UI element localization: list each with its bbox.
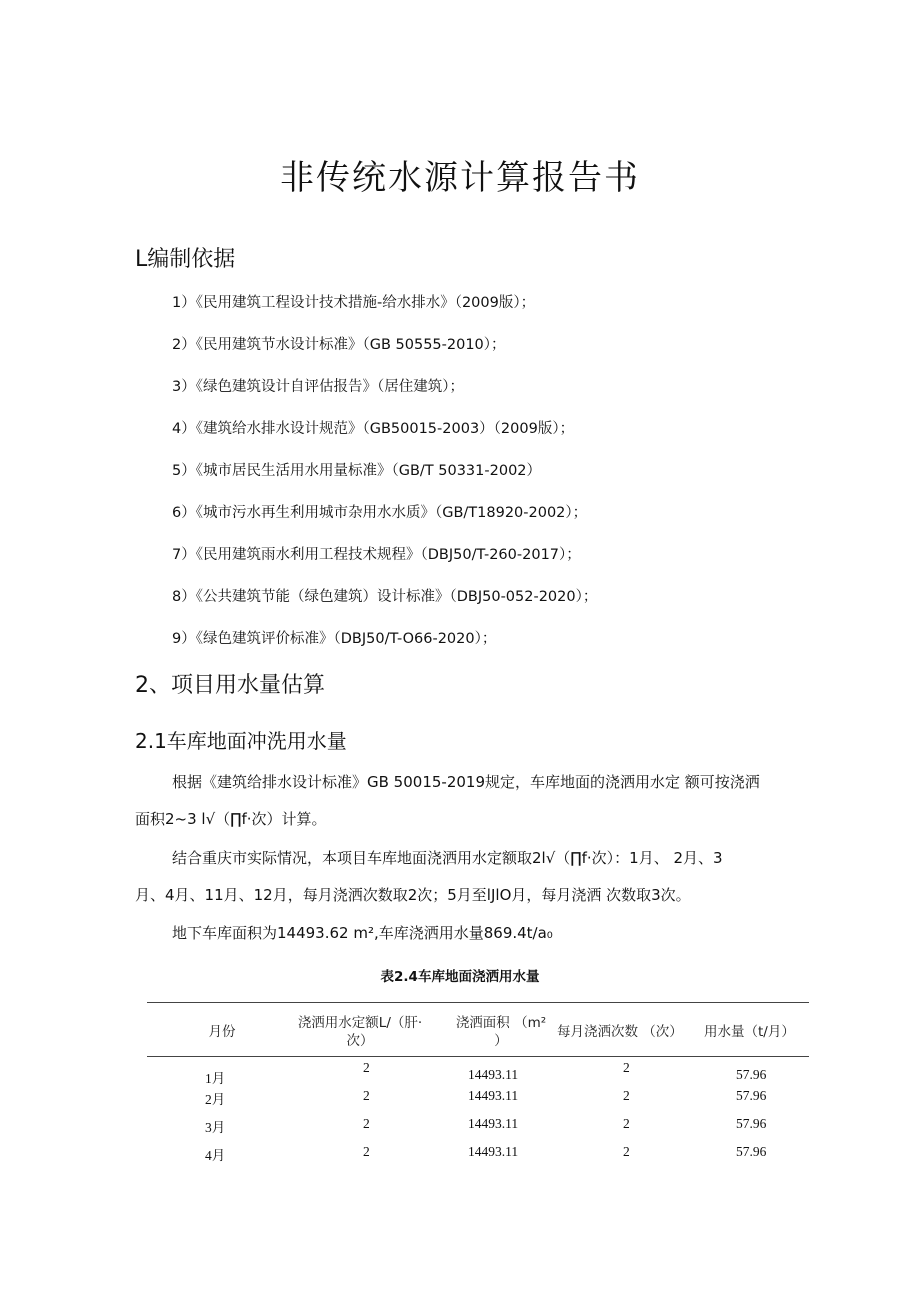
cell-usage: 57.96 bbox=[736, 1116, 767, 1131]
cell-times: 2 bbox=[623, 1144, 630, 1159]
reference-item: 1）《民用建筑工程设计技术措施-给水排水》（2009版）； bbox=[172, 295, 536, 311]
cell-times: 2 bbox=[623, 1116, 630, 1131]
header-usage: 用水量（t∕月） bbox=[704, 1024, 795, 1040]
reference-item: 2）《民用建筑节水设计标准》（GB 50555-2010）； bbox=[172, 337, 506, 353]
header-quota bbox=[280, 1014, 440, 1050]
section2-heading: 2、项目用水量估算 bbox=[135, 673, 325, 698]
cell-area: 14493.11 bbox=[468, 1116, 519, 1131]
cell-month: 2月 bbox=[205, 1092, 226, 1107]
cell-area: 14493.11 bbox=[468, 1067, 519, 1082]
section2-1-heading: 2.1车库地面冲洗用水量 bbox=[135, 729, 347, 753]
header-month: 月份 bbox=[208, 1024, 236, 1040]
header-times: 每月浇洒次数 （次） bbox=[557, 1024, 683, 1040]
paragraph-line: 面积2~3 l√（∏f·次）计算。 bbox=[135, 810, 327, 828]
reference-item: 4）《建筑给水排水设计规范》（GB50015-2003）（2009版）； bbox=[172, 421, 575, 437]
reference-item: 6）《城市污水再生利用城市杂用水水质》（GB/T18920-2002）； bbox=[172, 505, 588, 521]
page-title: 非传统水源计算报告书 bbox=[280, 158, 640, 198]
section1-heading: L编制依据 bbox=[135, 247, 236, 272]
header-area bbox=[446, 1014, 556, 1050]
cell-month: 1月 bbox=[205, 1071, 226, 1086]
header-area-line2: ） bbox=[494, 1033, 508, 1049]
cell-quota: 2 bbox=[363, 1144, 370, 1159]
cell-times: 2 bbox=[623, 1060, 630, 1075]
cell-times: 2 bbox=[623, 1088, 630, 1103]
cell-month: 3月 bbox=[205, 1120, 226, 1135]
paragraph-line: 根据《建筑给排水设计标准》GB 50015-2019规定，车库地面的浇洒用水定 额可按浇洒 bbox=[172, 773, 760, 791]
cell-quota: 2 bbox=[363, 1060, 370, 1075]
reference-item: 5）《城市居民生活用水用量标准》（GB/T 50331-2002） bbox=[172, 463, 542, 479]
reference-item: 9）《绿色建筑评价标准》（DBJ50∕T-O66-2020）； bbox=[172, 631, 497, 647]
cell-quota: 2 bbox=[363, 1116, 370, 1131]
paragraph-line: 地下车库面积为14493.62 m²,车库浇洒用水量869.4t∕a₀ bbox=[172, 924, 553, 942]
cell-area: 14493.11 bbox=[468, 1088, 519, 1103]
reference-item: 7）《民用建筑雨水利用工程技术规程》（DBJ50/T-260-2017）； bbox=[172, 547, 581, 563]
cell-area: 14493.11 bbox=[468, 1144, 519, 1159]
cell-usage: 57.96 bbox=[736, 1067, 767, 1082]
cell-quota: 2 bbox=[363, 1088, 370, 1103]
table-header-rule bbox=[147, 1056, 809, 1057]
header-quota-line1: 浇洒用水定额L/（肝· bbox=[297, 1015, 423, 1031]
cell-usage: 57.96 bbox=[736, 1144, 767, 1159]
table-top-rule bbox=[147, 1002, 809, 1003]
header-area-line1: 浇洒面积 （m² bbox=[455, 1015, 547, 1031]
reference-item: 8）《公共建筑节能（绿色建筑）设计标准》（DBJ50-052-2020）； bbox=[172, 589, 598, 605]
paragraph-line: 结合重庆市实际情况，本项目车库地面浇洒用水定额取2l√（∏f·次）：1月、 2月、3 bbox=[172, 849, 723, 867]
table-caption: 表2.4车库地面浇洒用水量 bbox=[380, 969, 540, 985]
header-quota-line2: 次） bbox=[346, 1033, 374, 1049]
paragraph-line: 月、4月、11月、12月，每月浇洒次数取2次；5月至lJlO月，每月浇洒 次数取3次。 bbox=[135, 886, 691, 904]
cell-month: 4月 bbox=[205, 1148, 226, 1163]
reference-item: 3）《绿色建筑设计自评估报告》（居住建筑）； bbox=[172, 379, 464, 395]
cell-usage: 57.96 bbox=[736, 1088, 767, 1103]
